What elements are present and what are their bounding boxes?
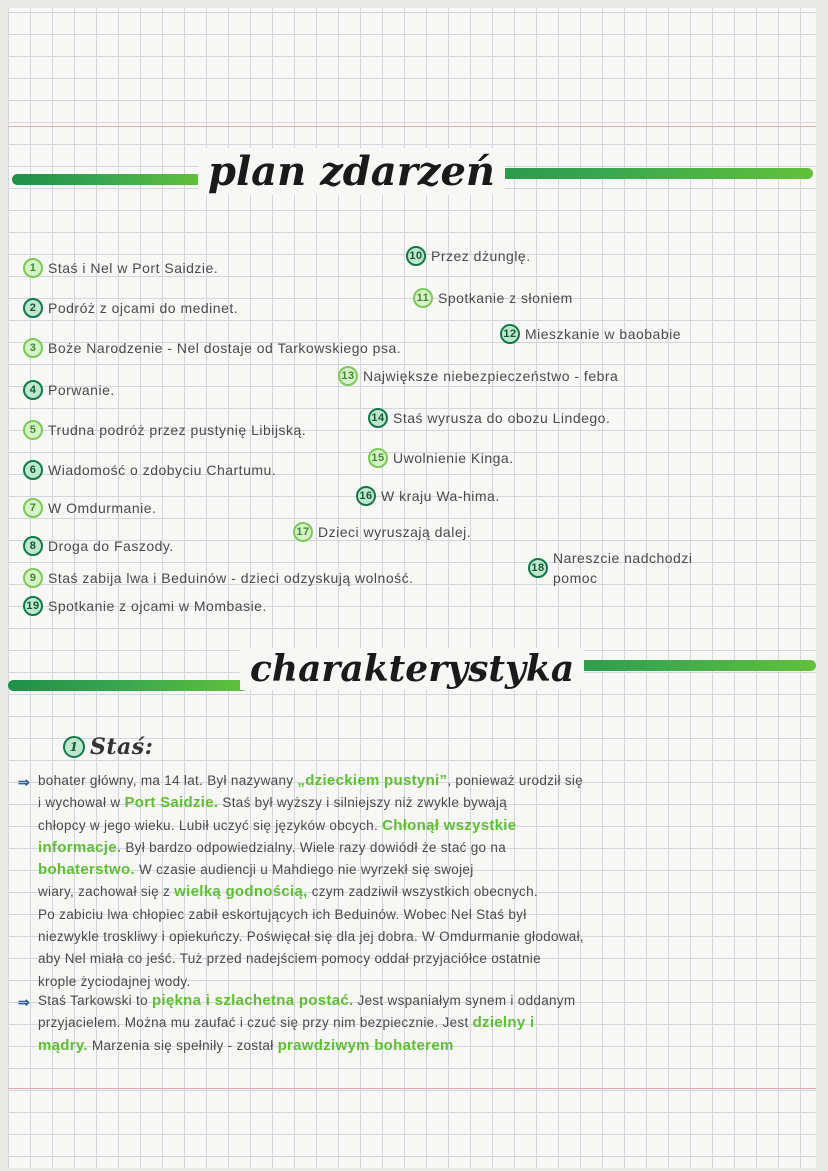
highlighted-text: Port Saidzie. (124, 794, 219, 812)
number-badge: 1 (23, 258, 43, 278)
event-text: W kraju Wa-hima. (381, 488, 500, 504)
event-item (368, 408, 610, 428)
text-line (38, 948, 584, 970)
event-item (23, 258, 218, 278)
text-segment: Jest wspaniałym synem i oddanym (353, 993, 576, 1008)
event-text: Boże Narodzenie - Nel dostaje od Tarkowskiego psa. (48, 340, 402, 356)
event-text: Przez dżunglę. (431, 248, 531, 264)
arrow-icon: ⇒ (18, 994, 30, 1010)
number-badge: 9 (23, 568, 43, 588)
text-segment: Po zabiciu lwa chłopiec zabił eskortujących ich Beduinów. Wobec Nel Staś był (38, 906, 527, 922)
highlighted-text: wielką godnością, (174, 883, 308, 901)
number-badge: 15 (368, 448, 388, 468)
event-text: Dzieci wyruszają dalej. (318, 524, 472, 540)
character-heading (63, 734, 153, 760)
highlighted-text: informacje. (38, 838, 122, 856)
event-item (338, 366, 618, 386)
event-text: Staś zabija lwa i Beduinów - dzieci odzyskują wolność. (48, 570, 414, 586)
event-item (23, 460, 276, 480)
event-text: W Omdurmanie. (48, 500, 157, 516)
number-badge: 7 (23, 498, 43, 518)
text-segment: chłopcy w jego wieku. Lubił uczyć się języków obcych. (38, 817, 383, 833)
event-item (23, 498, 156, 518)
text-segment: , ponieważ urodził się (447, 773, 583, 788)
text-line (38, 815, 584, 837)
text-segment: przyjacielem. Można mu zaufać i czuć się przy nim bezpiecznie. Jest (38, 1015, 473, 1031)
number-badge: 17 (293, 522, 313, 542)
text-line (38, 770, 584, 792)
event-text: Wiadomość o zdobyciu Chartumu. (48, 462, 277, 478)
notebook-page (8, 8, 816, 1168)
event-item (23, 536, 174, 556)
text-line (38, 990, 575, 1012)
event-item (23, 338, 401, 358)
number-badge: 4 (23, 380, 43, 400)
text-line (38, 926, 584, 948)
event-item (528, 548, 703, 588)
event-text: Porwanie. (48, 382, 115, 398)
arrow-icon: ⇒ (18, 774, 30, 790)
event-item (23, 420, 306, 440)
event-text: Staś i Nel w Port Saidzie. (48, 260, 219, 276)
number-badge: 13 (338, 366, 358, 386)
number-badge: 12 (500, 324, 520, 344)
event-item (413, 288, 573, 308)
number-badge: 14 (368, 408, 388, 428)
event-text: Nareszcie nadchodzi pomoc (553, 550, 693, 586)
text-line (38, 859, 584, 881)
text-line (38, 904, 584, 926)
text-segment: Marzenia się spełniły - został (87, 1037, 278, 1053)
event-text: Mieszkanie w baobabie (525, 326, 682, 342)
text-segment: Staś Tarkowski to (38, 993, 152, 1008)
number-badge: 18 (528, 558, 548, 578)
text-segment: aby Nel miała co jeść. Tuż przed nadejściem pomocy oddał przyjaciółce ostatnie (38, 951, 541, 967)
text-segment: Staś był wyższy i silniejszy niż zwykle bywają (218, 795, 508, 811)
event-item (23, 380, 115, 400)
number-badge: 5 (23, 420, 43, 440)
event-text: Trudna podróż przez pustynię Libijską. (48, 422, 307, 438)
text-line (38, 881, 584, 903)
text-line (38, 1035, 575, 1057)
highlighted-text: bohaterstwo. (38, 861, 135, 879)
text-segment: krople życiodajnej wody. (38, 973, 191, 989)
text-segment: wiary, zachował się z (38, 884, 175, 900)
event-text: Spotkanie z ojcami w Mombasie. (48, 598, 267, 614)
number-badge: 19 (23, 596, 43, 616)
event-text: Uwolnienie Kinga. (393, 450, 514, 466)
text-line (38, 1012, 575, 1034)
number-badge: 8 (23, 536, 43, 556)
title-bar-left (8, 680, 248, 691)
character-name: Staś: (90, 734, 154, 760)
text-line (38, 792, 584, 814)
event-item (23, 596, 267, 616)
highlighted-text: „dzieckiem pustyni” (297, 772, 448, 789)
event-item (406, 246, 531, 266)
plan-title: plan zdarzeń (198, 148, 505, 195)
text-segment: Był bardzo odpowiedzialny. Wiele razy dowiódł że stać go na (121, 839, 507, 855)
number-badge: 2 (23, 298, 43, 318)
number-badge: 16 (356, 486, 376, 506)
highlighted-text: piękna i szlachetna postać. (151, 992, 354, 1009)
margin-line (8, 126, 816, 127)
event-text: Spotkanie z słoniem (438, 290, 573, 306)
character-summary (38, 990, 575, 1057)
text-line (38, 837, 584, 859)
char-title: charakterystyka (240, 648, 584, 690)
number-badge: 11 (413, 288, 433, 308)
number-badge: 10 (406, 246, 426, 266)
event-item (23, 568, 414, 588)
event-text: Podróż z ojcami do medinet. (48, 300, 239, 316)
event-text: Droga do Faszody. (48, 538, 174, 554)
text-segment: bohater główny, ma 14 lat. Był nazywany (38, 773, 298, 788)
number-badge: 1 (63, 736, 85, 758)
character-description (38, 770, 584, 993)
highlighted-text: mądry. (38, 1036, 88, 1054)
number-badge: 3 (23, 338, 43, 358)
highlighted-text: dzielny i (472, 1014, 535, 1032)
number-badge: 6 (23, 460, 43, 480)
text-segment: i wychował w (38, 795, 125, 811)
event-item (500, 324, 681, 344)
text-segment: W czasie audiencji u Mahdiego nie wyrzekł się swojej (134, 862, 474, 878)
event-item (368, 448, 514, 468)
text-segment: niezwykle troskliwy i opiekuńczy. Poświęcał się dla jej dobra. W Omdurmanie głodował, (38, 929, 584, 945)
event-item (356, 486, 500, 506)
highlighted-text: prawdziwym bohaterem (277, 1036, 454, 1054)
title-bar-left (12, 174, 202, 185)
event-item (293, 522, 471, 542)
text-segment: czym zadziwił wszystkich obecnych. (307, 884, 538, 900)
event-text: Największe niebezpieczeństwo - febra (363, 368, 619, 384)
event-text: Staś wyrusza do obozu Lindego. (393, 410, 611, 426)
highlighted-text: Chłonął wszystkie (382, 816, 517, 834)
margin-line (8, 1088, 816, 1089)
event-item (23, 298, 238, 318)
